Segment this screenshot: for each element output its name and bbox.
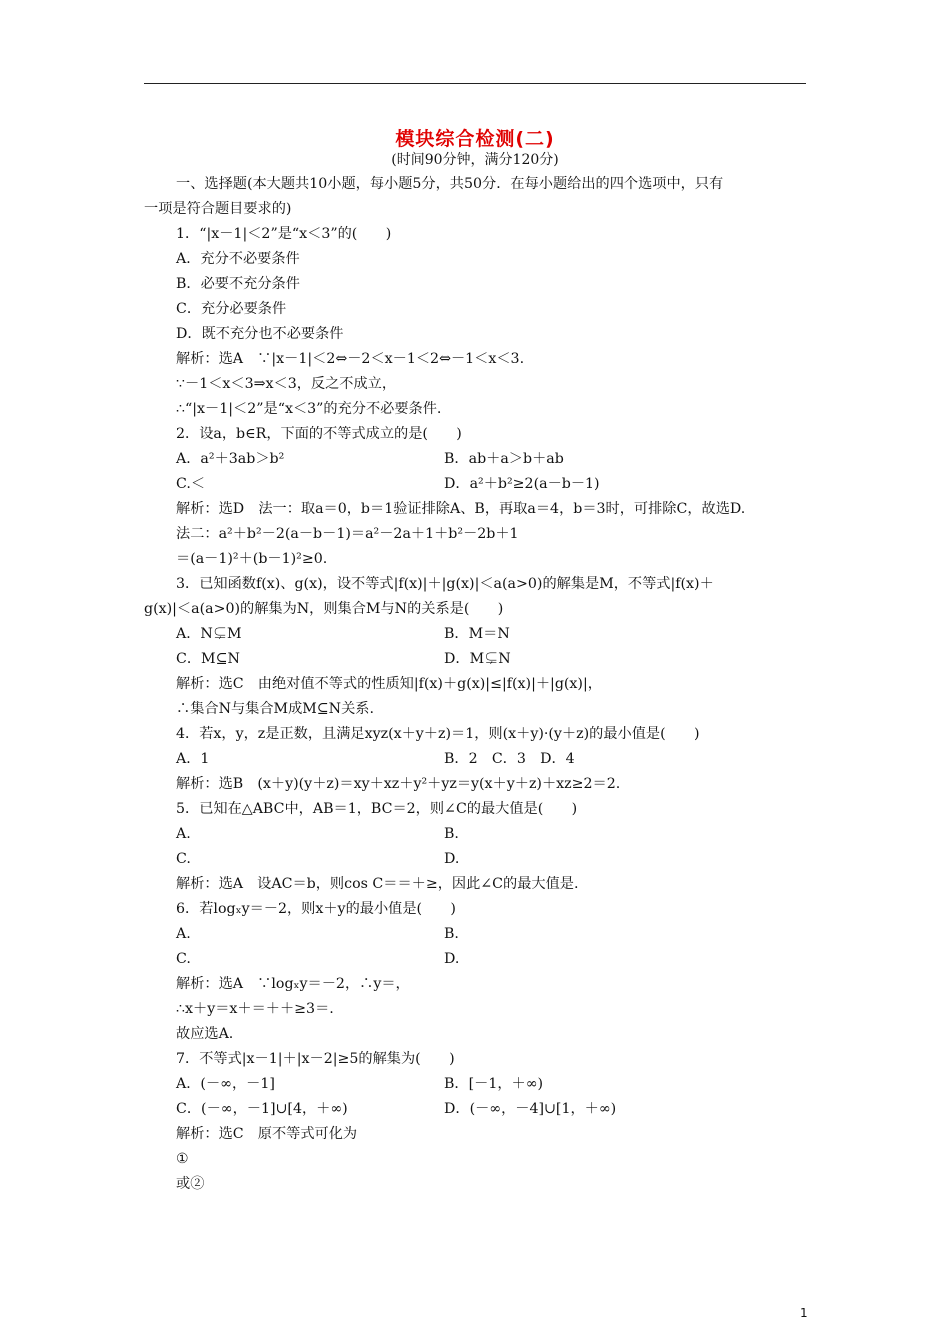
option-right-column: B．2 C．3 D．4	[444, 751, 575, 767]
text-line: 1．“|x－1|＜2”是“x＜3”的( )	[176, 226, 392, 242]
text-line: ＝(a－1)²＋(b－1)²≥0.	[176, 551, 328, 567]
text-line: B．必要不充分条件	[176, 276, 300, 292]
text-line: 4．若x，y，z是正数，且满足xyz(x＋y＋z)＝1，则(x＋y)·(y＋z)的最小值是( )	[176, 726, 700, 742]
text-line: 或②	[176, 1176, 205, 1192]
text-line: C．(－∞，－1]∪[4，＋∞)	[176, 1101, 348, 1117]
text-line: 解析：选D 法一：取a＝0，b＝1验证排除A、B，再取a＝4，b＝3时，可排除C，故选D.	[176, 501, 746, 517]
text-line: 一项是符合题目要求的)	[144, 201, 292, 217]
option-right-column: D.	[444, 851, 460, 867]
text-line: 故应选A.	[176, 1026, 234, 1042]
option-right-column: D．a²＋b²≥2(a－b－1)	[444, 476, 600, 492]
text-line: 解析：选B (x＋y)(y＋z)＝xy＋xz＋y²＋yz＝y(x＋y＋z)＋xz≥2＝2.	[176, 776, 621, 792]
text-line: 解析：选A ∵logₓy＝－2，∴y＝，	[176, 976, 410, 992]
text-line: D．既不充分也不必要条件	[176, 326, 344, 342]
text-line: 解析：选A 设AC＝b，则cos C＝＝＋≥，因此∠C的最大值是.	[176, 876, 579, 892]
option-right-column: D．M⊊N	[444, 651, 511, 667]
header-rule	[144, 83, 806, 84]
page-number: 1	[800, 1306, 808, 1320]
page-title: 模块综合检测(二)	[395, 128, 555, 150]
text-line: C.	[176, 851, 191, 867]
text-line: 解析：选C 原不等式可化为	[176, 1126, 358, 1142]
text-line: A.	[176, 826, 191, 842]
text-line: A．N⊊M	[176, 626, 242, 642]
text-line: 6．若logₓy＝－2，则x＋y的最小值是( )	[176, 901, 456, 917]
text-line: C．充分必要条件	[176, 301, 287, 317]
option-right-column: B.	[444, 826, 459, 842]
text-line: 解析：选C 由绝对值不等式的性质知|f(x)＋g(x)|≤|f(x)|＋|g(x)|，	[176, 676, 602, 692]
text-line: C．M⊆N	[176, 651, 240, 667]
text-line: ∴集合N与集合M成M⊆N关系.	[176, 701, 374, 717]
text-line: 2．设a，b∈R，下面的不等式成立的是( )	[176, 426, 462, 442]
text-line: A．a²＋3ab＞b²	[176, 451, 285, 467]
text-line: ∴x＋y＝x＋＝＋＋≥3＝.	[176, 1001, 334, 1017]
text-line: 5．已知在△ABC中，AB＝1，BC＝2，则∠C的最大值是( )	[176, 801, 578, 817]
text-line: A．1	[176, 751, 210, 767]
text-line: ∴“|x－1|＜2”是“x＜3”的充分不必要条件.	[176, 401, 442, 417]
option-right-column: D．(－∞，－4]∪[1，＋∞)	[444, 1101, 617, 1117]
page-subtitle: (时间90分钟，满分120分)	[391, 152, 559, 168]
text-line: C.	[176, 951, 191, 967]
text-line: ∵－1＜x＜3⇒x＜3，反之不成立，	[176, 376, 397, 392]
option-right-column: B．M＝N	[444, 626, 510, 642]
text-line: A．充分不必要条件	[176, 251, 300, 267]
text-line: 3．已知函数f(x)、g(x)，设不等式|f(x)|＋|g(x)|＜a(a>0)的解集是M，不等式|f(x)＋	[176, 576, 714, 592]
option-right-column: B.	[444, 926, 459, 942]
text-line: C.＜	[176, 476, 206, 492]
text-line: 法二：a²＋b²－2(a－b－1)＝a²－2a＋1＋b²－2b＋1	[176, 526, 519, 542]
text-line: A．(－∞，－1]	[176, 1076, 275, 1092]
option-right-column: B．[－1，＋∞)	[444, 1076, 544, 1092]
text-line: 解析：选A ∵|x－1|＜2⇔－2＜x－1＜2⇔－1＜x＜3.	[176, 351, 525, 367]
option-right-column: D.	[444, 951, 460, 967]
option-right-column: B．ab＋a＞b＋ab	[444, 451, 564, 467]
text-line: 7．不等式|x－1|＋|x－2|≥5的解集为( )	[176, 1051, 455, 1067]
text-line: ①	[176, 1151, 189, 1167]
text-line: g(x)|＜a(a>0)的解集为N，则集合M与N的关系是( )	[144, 601, 504, 617]
text-line: 一、选择题(本大题共10小题，每小题5分，共50分．在每小题给出的四个选项中，只有	[176, 176, 724, 192]
text-line: A.	[176, 926, 191, 942]
